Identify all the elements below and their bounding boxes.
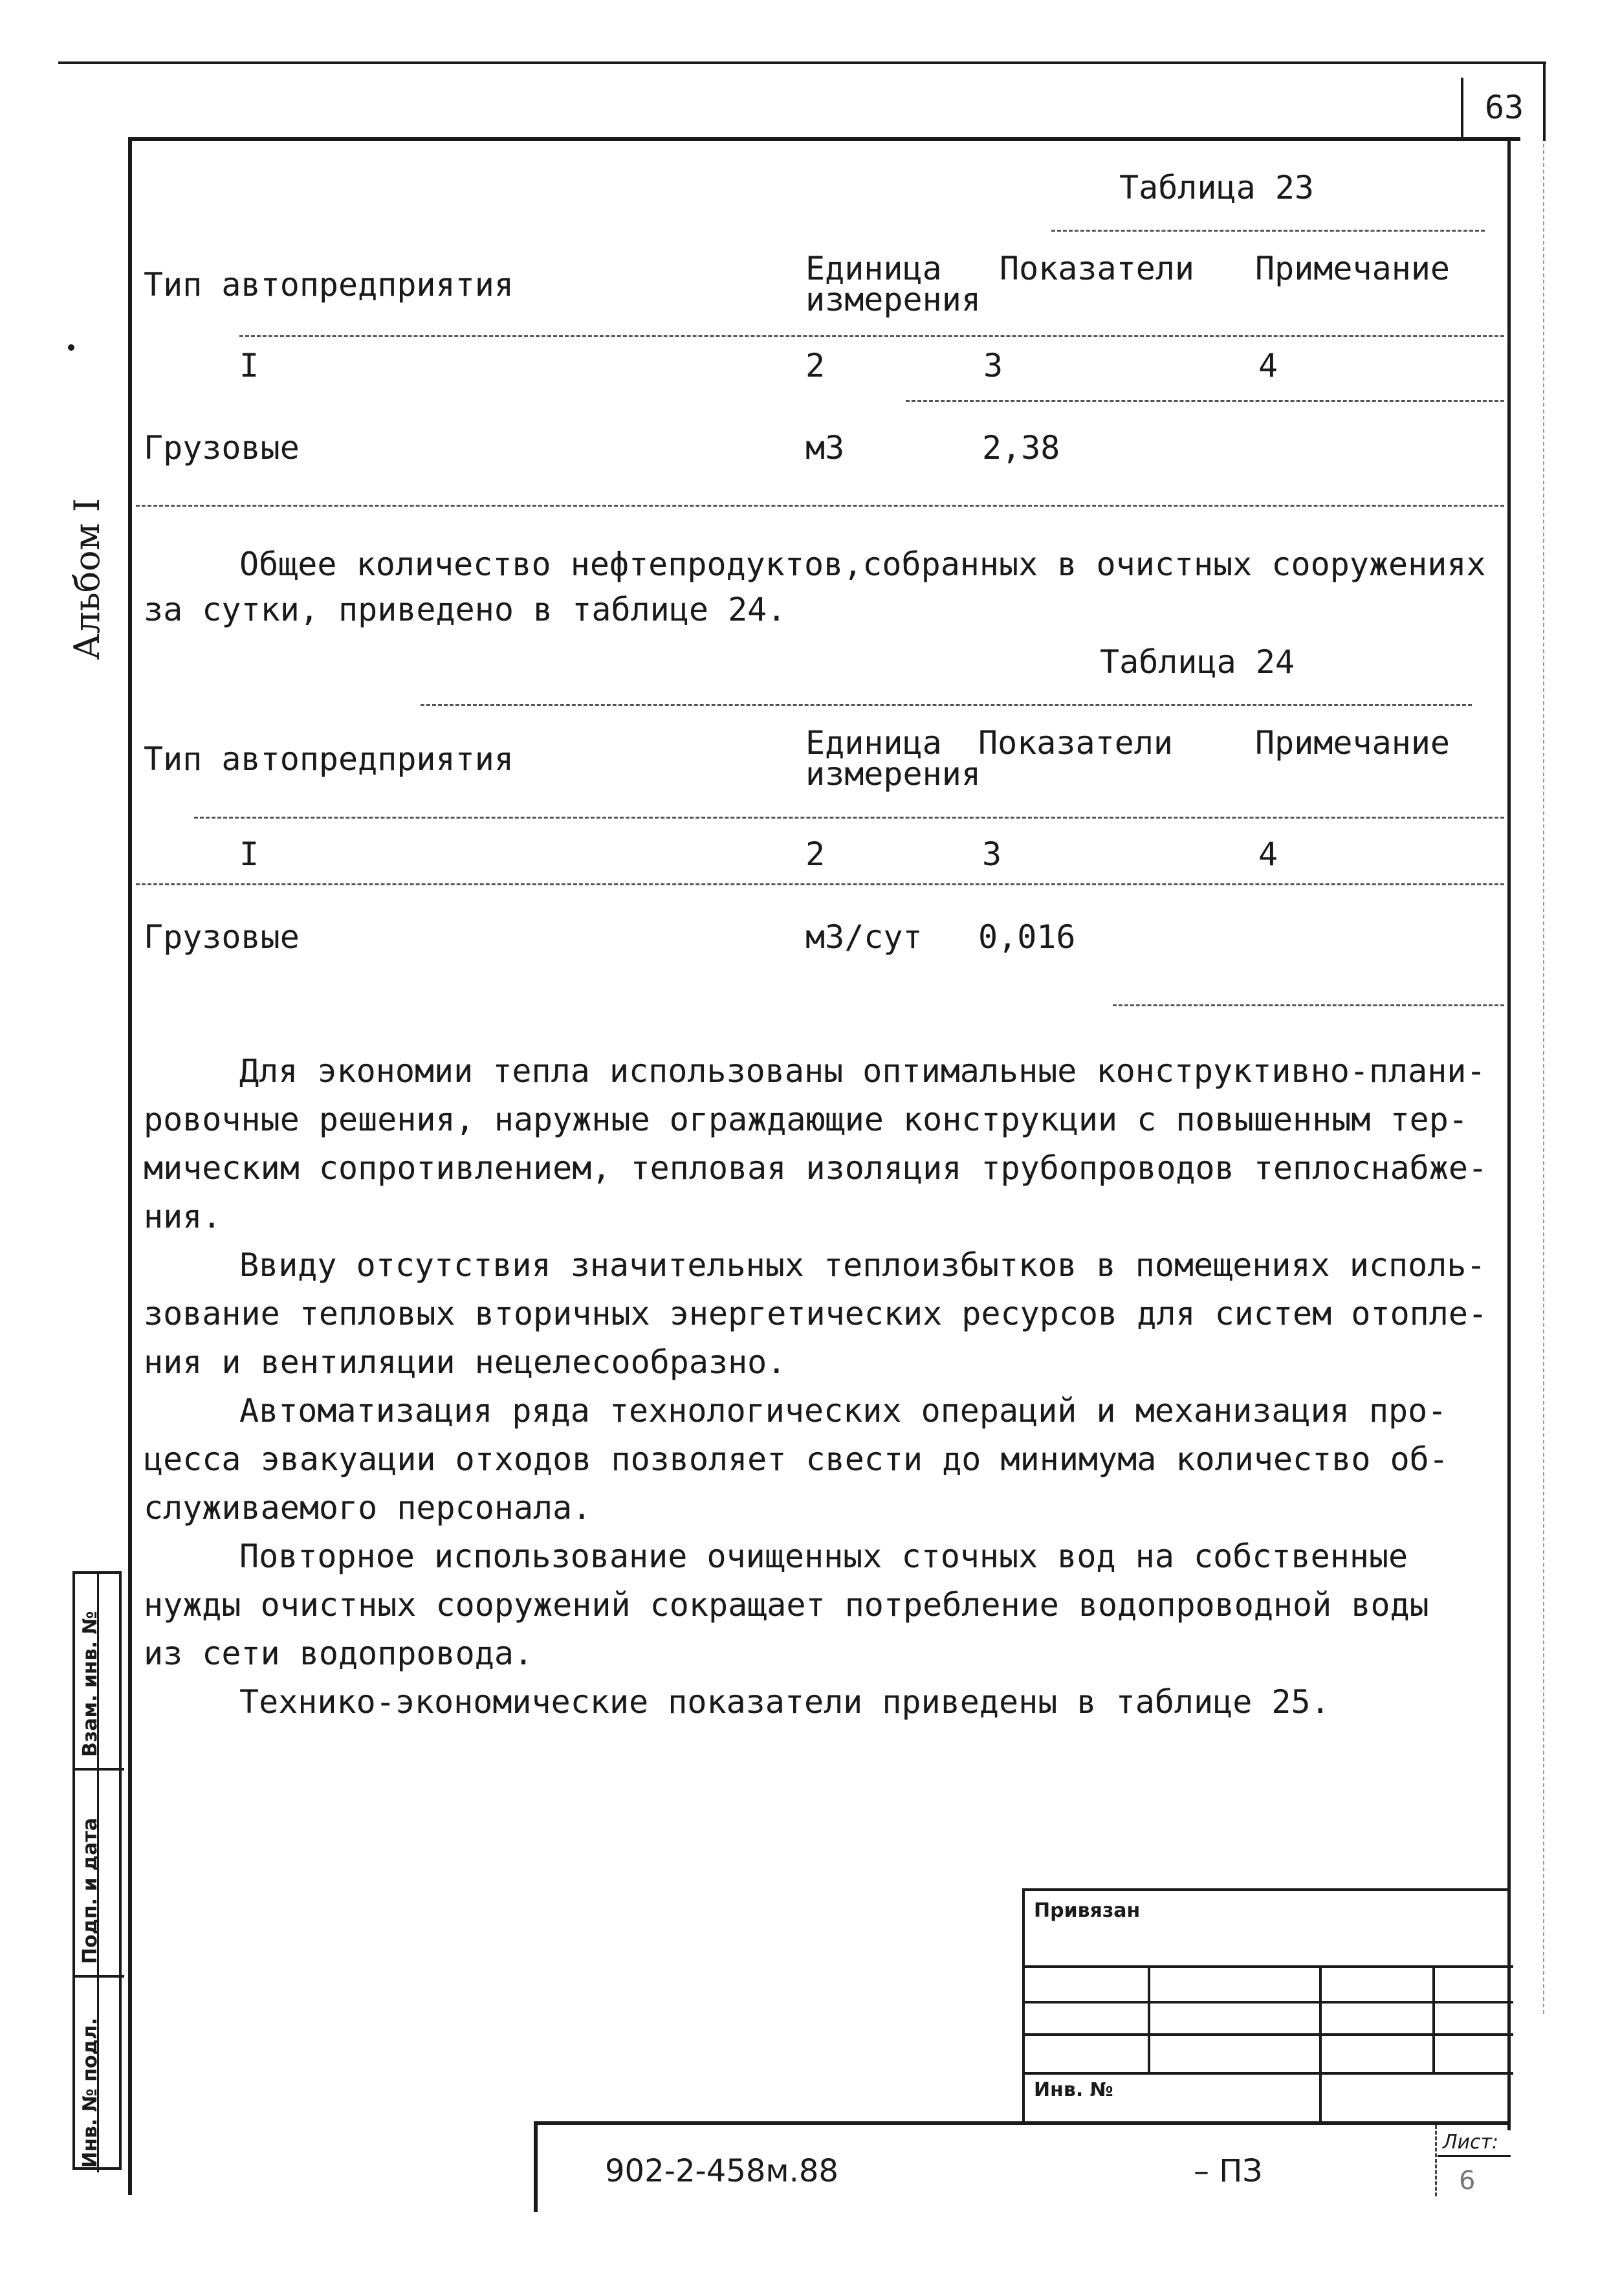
table23-header-values: Показатели xyxy=(1000,250,1195,287)
table24-header-unit-1: Единица xyxy=(805,724,942,762)
table23-row-unit: м3 xyxy=(805,429,845,467)
bound-stamp-label: Привязан xyxy=(1034,1899,1141,1922)
table24-header-rule xyxy=(194,817,1504,819)
table24-header-unit-2: измерения xyxy=(805,755,981,793)
table24-colnum-1: I xyxy=(239,835,259,873)
page-number: 63 xyxy=(1485,89,1524,126)
intro-line-2: за сутки, приведено в таблице 24. xyxy=(144,591,787,628)
table23-header-note: Примечание xyxy=(1255,250,1450,287)
table24-header-type: Тип автопредприятия xyxy=(144,740,514,778)
table24-numbers-rule xyxy=(136,883,1504,885)
body-line-2: ровочные решения, наружные ограждающие конструкции с повышенным тер- xyxy=(144,1101,1468,1138)
body-line-1: Для экономии тепла использованы оптимальные конструктивно-плани- xyxy=(239,1052,1486,1090)
bound-stamp-row-1 xyxy=(1025,1965,1513,1968)
page-box-left xyxy=(1461,78,1463,141)
bound-stamp-row-4 xyxy=(1025,2072,1513,2075)
body-line-14: Технико-экономические показатели приведены в таблице 25. xyxy=(239,1683,1330,1721)
table23-bottom-rule xyxy=(136,505,1504,507)
table24-header-values: Показатели xyxy=(978,724,1174,762)
table24-top-rule xyxy=(421,704,1472,706)
document-suffix: – ПЗ xyxy=(1194,2153,1263,2189)
side-stamp-vzam: Взам. инв. № xyxy=(79,1611,102,1757)
body-line-10: служиваемого персонала. xyxy=(144,1489,592,1527)
table23-header-rule xyxy=(239,335,1504,337)
album-label: Альбом I xyxy=(67,498,107,660)
table24-bottom-rule xyxy=(1113,1004,1504,1006)
bound-stamp-col-3 xyxy=(1432,1965,1435,2072)
top-rule xyxy=(58,61,1546,64)
table23-numbers-rule xyxy=(906,400,1504,402)
table24-row-unit: м3/сут xyxy=(805,918,923,956)
sheet-label: Лист: xyxy=(1443,2131,1499,2154)
frame-top xyxy=(129,137,1520,141)
bound-stamp-row-2 xyxy=(1025,2001,1513,2003)
table23-colnum-3: 3 xyxy=(983,347,1003,384)
table24-header-note: Примечание xyxy=(1255,724,1450,762)
table23-row-value: 2,38 xyxy=(982,429,1060,467)
inv-number-label: Инв. № xyxy=(1034,2079,1113,2101)
bound-stamp-col-2 xyxy=(1319,1965,1322,2124)
table24-row-type: Грузовые xyxy=(144,918,300,956)
body-line-7: ния и вентиляции нецелесообразно. xyxy=(144,1343,787,1381)
table24-colnum-3: 3 xyxy=(982,835,1002,873)
body-line-3: мическим сопротивлением, тепловая изоляция трубопроводов теплоснабже- xyxy=(144,1149,1488,1187)
body-line-6: зование тепловых вторичных энергетических ресурсов для систем отопле- xyxy=(144,1295,1488,1332)
table24-colnum-2: 2 xyxy=(805,835,826,873)
document-code: 902-2-458м.88 xyxy=(605,2153,838,2189)
bound-stamp-row-3 xyxy=(1025,2033,1513,2036)
body-line-11: Повторное использование очищенных сточных вод на собственные xyxy=(239,1538,1408,1575)
dot-mark xyxy=(68,344,74,351)
table23-header-unit-2: измерения xyxy=(805,281,981,318)
page-box-right xyxy=(1543,61,1546,141)
table24-colnum-4: 4 xyxy=(1258,835,1278,873)
body-line-9: цесса эвакуации отходов позволяет свести до минимума количество об- xyxy=(144,1441,1449,1478)
table23-title: Таблица 23 xyxy=(1119,169,1315,206)
table24-title: Таблица 24 xyxy=(1100,643,1295,681)
body-line-4: ния. xyxy=(144,1198,222,1235)
side-stamp-inv-podl: Инв. № подл. xyxy=(79,2017,102,2168)
title-block-top xyxy=(534,2121,1511,2125)
side-stamp-divider-2 xyxy=(75,1975,124,1978)
side-stamp-podp: Подп. и дата xyxy=(79,1817,102,1964)
sheet-divider xyxy=(1435,2125,1439,2196)
body-line-13: из сети водопровода. xyxy=(144,1635,534,1672)
sheet-number: 6 xyxy=(1459,2166,1476,2196)
sheet-label-underline xyxy=(1438,2155,1511,2157)
table23-colnum-1: I xyxy=(239,347,259,384)
body-line-5: Ввиду отсутствия значительных теплоизбытков в помещениях исполь- xyxy=(239,1246,1486,1284)
title-block-left xyxy=(534,2121,538,2212)
frame-left xyxy=(128,137,132,2195)
table23-colnum-4: 4 xyxy=(1258,347,1278,384)
bound-stamp-col-1 xyxy=(1148,1965,1150,2072)
body-line-12: нужды очистных сооружений сокращает потребление водопроводной воды xyxy=(144,1586,1429,1624)
intro-line-1: Общее количество нефтепродуктов,собранных в очистных сооружениях xyxy=(239,546,1486,583)
body-line-8: Автоматизация ряда технологических операций и механизация про- xyxy=(239,1392,1447,1429)
faint-right-mark xyxy=(1543,137,1546,2014)
table23-row-type: Грузовые xyxy=(144,429,300,467)
table23-header-type: Тип автопредприятия xyxy=(144,266,514,304)
side-stamp-divider-1 xyxy=(75,1768,124,1771)
table23-colnum-2: 2 xyxy=(805,347,826,384)
table23-top-rule xyxy=(1051,230,1485,232)
table24-row-value: 0,016 xyxy=(978,918,1076,956)
table23-header-unit-1: Единица xyxy=(805,250,942,287)
frame-right xyxy=(1507,137,1511,2130)
